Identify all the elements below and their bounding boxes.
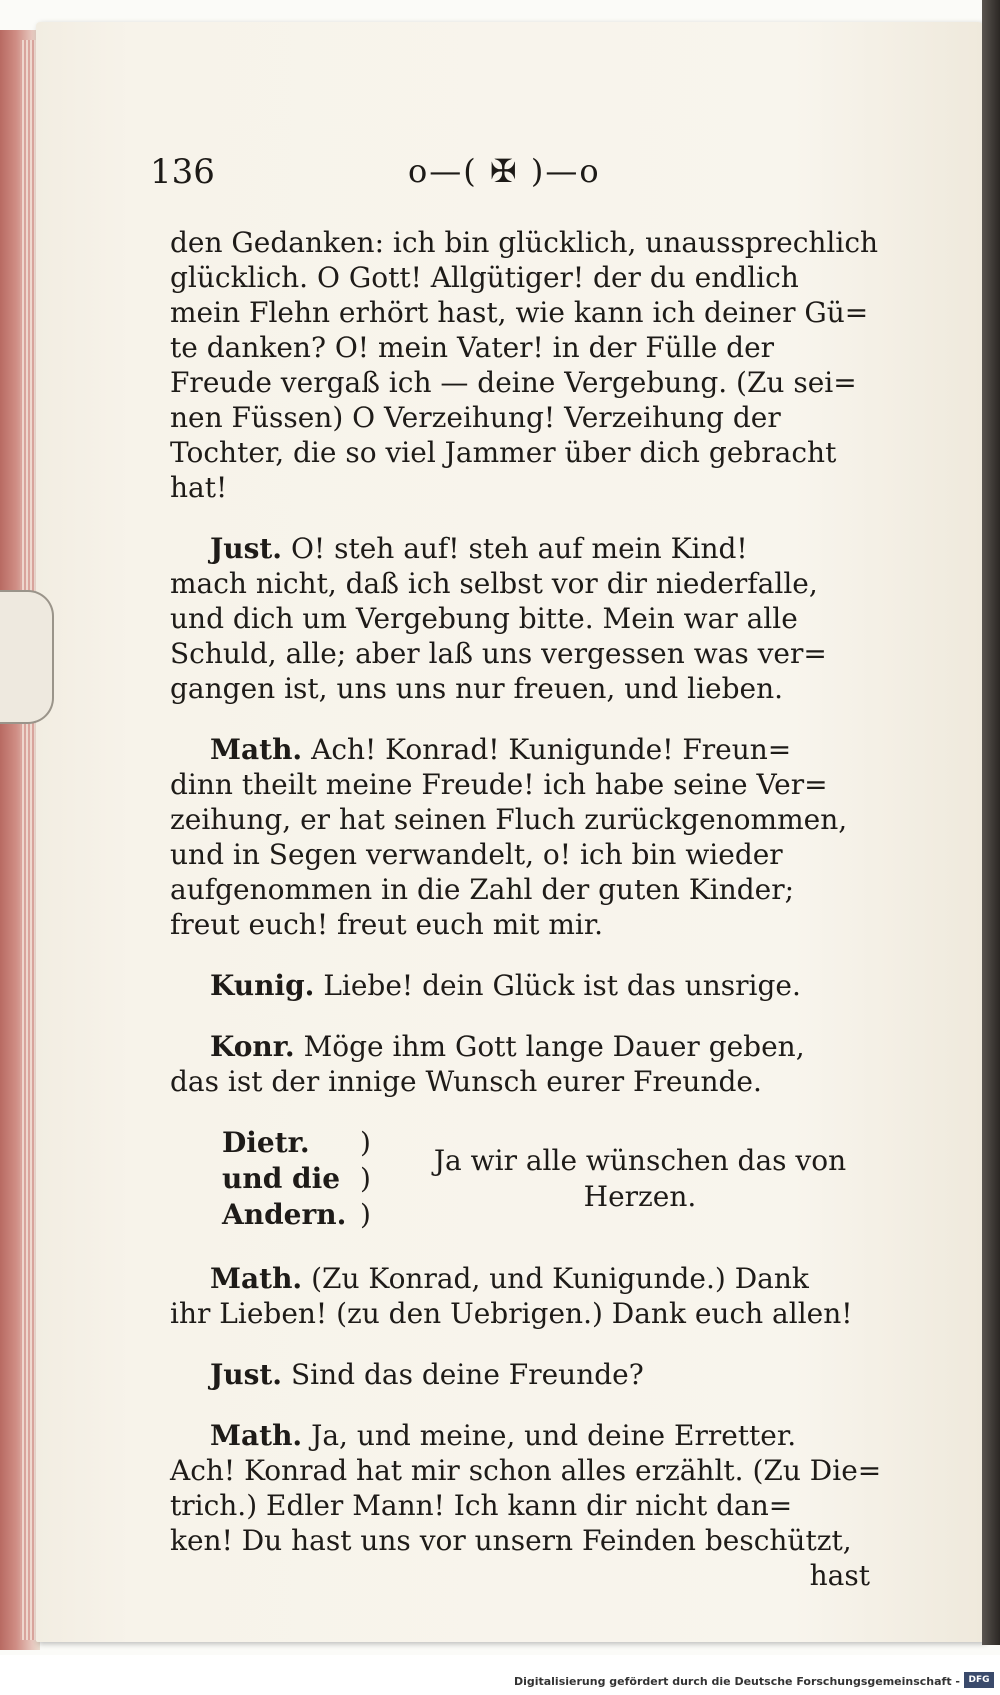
text-line: das ist der innige Wunsch eurer Freunde.: [170, 1065, 762, 1098]
text-line: nen Füssen) O Verzeihung! Verzeihung der: [170, 401, 781, 434]
text-line: Tochter, die so viel Jammer über dich gebracht: [170, 436, 837, 469]
catchword: hast: [809, 1559, 870, 1592]
speaker-name: Kunig.: [210, 969, 315, 1002]
speaker-name: Andern.: [222, 1198, 347, 1231]
paragraph: [170, 968, 890, 1003]
speaker-name: Just.: [210, 532, 283, 565]
bookmark-tab: [0, 590, 54, 724]
text-line: gangen ist, uns uns nur freuen, und lieben.: [170, 672, 784, 705]
dialogue-text: O! steh auf! steh auf mein Kind!: [290, 532, 748, 565]
text-line: glücklich. O Gott! Allgütiger! der du endlich: [170, 261, 799, 294]
paragraph: [170, 531, 890, 706]
text-line: trich.) Edler Mann! Ich kann dir nicht dan=: [170, 1489, 793, 1522]
text-line: [170, 1357, 890, 1392]
dialogue-text: Sind das deine Freunde?: [290, 1358, 644, 1391]
speaker-name: Math.: [210, 1262, 303, 1295]
dfg-logo: DFG: [964, 1672, 994, 1688]
dialogue-text: Ach! Konrad! Kunigunde! Freun=: [311, 733, 792, 766]
paragraph: [170, 1261, 890, 1331]
speaker-name: Dietr.: [222, 1126, 310, 1159]
bracket-mark: ): [360, 1126, 371, 1159]
chorus-block: [170, 1125, 890, 1235]
text-line: dinn theilt meine Freude! ich habe seine Ver=: [170, 768, 828, 801]
text-line: aufgenommen in die Zahl der guten Kinder;: [170, 873, 795, 906]
paragraph: [170, 1029, 890, 1099]
text-line: und dich um Vergebung bitte. Mein war alle: [170, 602, 798, 635]
text-line: te danken? O! mein Vater! in der Fülle der: [170, 331, 775, 364]
text-line: Ach! Konrad hat mir schon alles erzählt. (Zu Die=: [170, 1454, 882, 1487]
text-line: ihr Lieben! (zu den Uebrigen.) Dank euch allen!: [170, 1297, 853, 1330]
speaker-name: Just.: [210, 1358, 283, 1391]
text-line: mein Flehn erhört hast, wie kann ich deiner Gü=: [170, 296, 869, 329]
text-line: Herzen.: [583, 1180, 697, 1213]
header-ornament: o—( ✠ )—o: [408, 152, 601, 190]
text-line: den Gedanken: ich bin glücklich, unaussprechlich: [170, 226, 879, 259]
dfg-credit-text: Digitalisierung gefördert durch die Deutsche Forschungsgemeinschaft -: [513, 1675, 960, 1688]
page-text: [170, 225, 890, 1593]
dialogue-text: Möge ihm Gott lange Dauer geben,: [303, 1030, 805, 1063]
text-line: Schuld, alle; aber laß uns vergessen was ver=: [170, 637, 827, 670]
chorus-speakers: [222, 1125, 346, 1233]
speaker-name: und die: [222, 1162, 341, 1195]
text-line: [170, 1261, 890, 1296]
text-line: [170, 531, 890, 566]
dialogue-text: Ja, und meine, und deine Erretter.: [311, 1419, 797, 1452]
text-line: Freude vergaß ich — deine Vergebung. (Zu sei=: [170, 366, 857, 399]
text-line: zeihung, er hat seinen Fluch zurückgenommen,: [170, 803, 848, 836]
text-line: [170, 1029, 890, 1064]
text-line: mach nicht, daß ich selbst vor dir niederfalle,: [170, 567, 818, 600]
page-number: 136: [150, 152, 215, 192]
text-line: hat!: [170, 471, 228, 504]
paragraph: [170, 732, 890, 942]
text-line: [170, 732, 890, 767]
paragraph: [170, 1418, 890, 1593]
chorus-bracket: [360, 1125, 371, 1233]
chorus-dialogue: [410, 1143, 870, 1215]
text-line: [170, 1418, 890, 1453]
text-line: und in Segen verwandelt, o! ich bin wieder: [170, 838, 783, 871]
bracket-mark: ): [360, 1162, 371, 1195]
book-spine-shadow: [982, 0, 1000, 1645]
bracket-mark: ): [360, 1198, 371, 1231]
text-line: [170, 968, 890, 1003]
paragraph: [170, 1357, 890, 1392]
speaker-name: Konr.: [210, 1030, 295, 1063]
speaker-name: Math.: [210, 733, 303, 766]
text-line: freut euch! freut euch mit mir.: [170, 908, 604, 941]
dialogue-text: (Zu Konrad, und Kunigunde.) Dank: [311, 1262, 809, 1295]
text-line: Ja wir alle wünschen das von: [433, 1144, 847, 1177]
speaker-name: Math.: [210, 1419, 303, 1452]
page-header: [150, 152, 870, 202]
paragraph: [170, 225, 890, 505]
text-line: ken! Du hast uns vor unsern Feinden beschützt,: [170, 1524, 852, 1557]
dialogue-text: Liebe! dein Glück ist das unsrige.: [323, 969, 801, 1002]
